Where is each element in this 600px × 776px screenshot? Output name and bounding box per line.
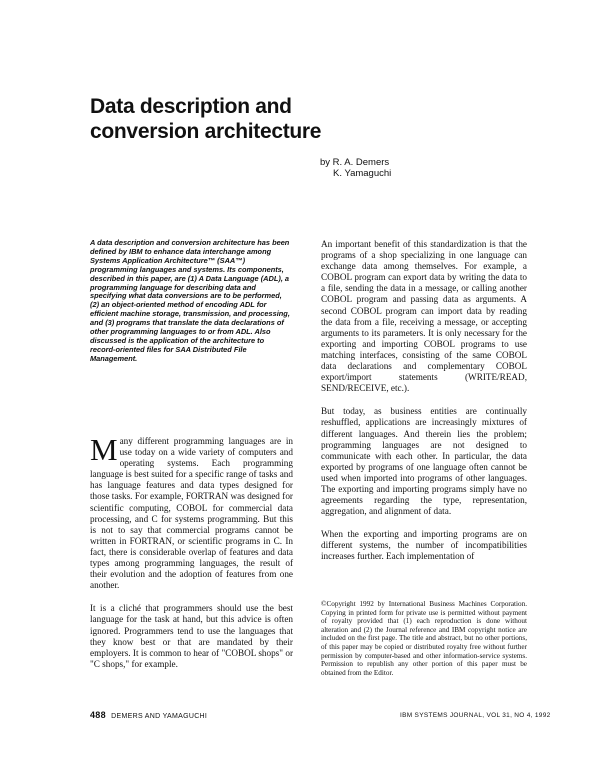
footer-left — [90, 710, 207, 720]
page-number: 488 — [90, 710, 106, 720]
body-column-right — [321, 239, 527, 575]
body-paragraph: But today, as business entities are continually reshuffled, applications are increasingly mixtures of different languages. And therein lies the problem; programming languages are not designed to communicate with each other. In particular, the data exported by programs of one language often cannot be used when imported into programs of other languages. The exporting and importing programs simply have no agreements regarding the type, representation, aggregation, and alignment of data. — [321, 406, 527, 517]
running-head-left: DEMERS AND YAMAGUCHI — [111, 713, 208, 720]
body-paragraph: Many different programming languages are in use today on a wide variety of computers and operating systems. Each programming language is best suited for a specific range of tasks and has language features and data types designed for those tasks. For example, FORTRAN was designed for scientific computing, COBOL for commercial data processing, and C for systems programming. But this is not to say that commercial programs cannot be written in FORTRAN, or scientific programs in C. In fact, there is considerable overlap of features and data types among programming languages, the result of their evolution and the adoption of features from one another. — [90, 432, 293, 591]
body-paragraph: An important benefit of this standardization is that the programs of a shop specializing in one language can exchange data among themselves. For example, a COBOL program can export data by writing the data to a file, sending the data in a message, or calling another COBOL program and passing data as arguments. A second COBOL program can import data by reading the data from a file, receiving a message, or accepting arguments to its parameters. It is only necessary for the exporting and importing COBOL programs to use matching interfaces, consisting of the same COBOL data declarations and complementary COBOL export/import statements (WRITE/READ, SEND/RECEIVE, etc.). — [321, 239, 527, 394]
authors-block — [320, 157, 520, 179]
author-line-2: K. Yamaguchi — [333, 168, 392, 179]
body-column-left — [90, 432, 293, 682]
author-line-1: by R. A. Demers — [320, 157, 390, 168]
copyright-notice: ©Copyright 1992 by International Business Machines Corporation. Copying in printed form for private use is permitted without payment of royalty provided that (1) each reproduction is done without alteration and (2) the Journal reference and IBM copyright notice are included on the first page. The title and abstract, but no other portions, of this paper may be copied or distributed royalty free without further permission by computer-based and other information-service systems. Permission to republish any other portion of this paper must be obtained from the Editor. — [321, 600, 527, 677]
page-title: Data description and conversion architecture — [90, 95, 322, 144]
body-paragraph: When the exporting and importing programs are on different systems, the number of incompatibilities increases further. Each implementation of — [321, 529, 527, 562]
abstract: A data description and conversion architecture has been defined by IBM to enhance data interchange among Systems Application Architecture™ (SAA™) programming languages and systems. Its components, described in this paper, are (1) A Data Language (ADL), a programming language for describing data and specifying what data conversions are to be performed, (2) an object-oriented method of encoding ADL for efficient machine storage, transmission, and processing, and (3) programs that translate the data declarations of other programming languages to or from ADL. Also discussed is the application of the architecture to record-oriented files for SAA Distributed File Management. — [90, 238, 290, 363]
running-head-right: IBM SYSTEMS JOURNAL, VOL 31, NO 4, 1992 — [400, 712, 551, 719]
body-paragraph: It is a cliché that programmers should use the best language for the task at hand, but this advice is often ignored. Programmers tend to use the languages that they know best or that are mandated by their employers. It is common to hear of "COBOL shops" or "C shops," for example. — [90, 603, 293, 669]
